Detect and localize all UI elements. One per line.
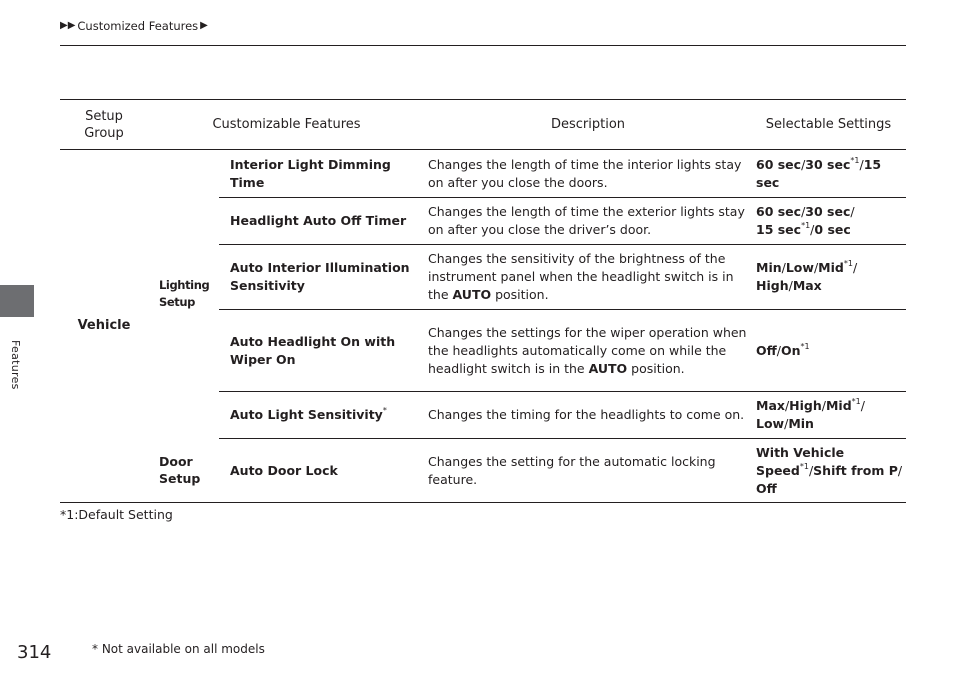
header-setup-group: Setup Group <box>84 108 124 141</box>
selectable-settings: Max/High/Mid$^{*1}$/ Low/Min <box>751 392 906 439</box>
feature-name: Auto Headlight On with Wiper On <box>219 310 425 392</box>
feature-description: Changes the settings for the wiper operation when the headlights automatically come on while the headlight switch is in the AUTO position. <box>425 310 751 392</box>
footer-note: * Not available on all models <box>92 642 265 656</box>
subgroup-lighting: Lighting Setup <box>159 278 210 310</box>
feature-description: Changes the length of time the exterior lights stay on after you close the driver’s door. <box>425 198 751 245</box>
section-label: Features <box>9 340 22 390</box>
header-settings: Selectable Settings <box>765 117 892 132</box>
feature-description: Changes the sensitivity of the brightness of the instrument panel when the headlight switch is in the AUTO position. <box>425 245 751 310</box>
selectable-settings: Off/On$^{*1}$ <box>751 310 906 392</box>
feature-description: Changes the setting for the automatic locking feature. <box>425 439 751 503</box>
breadcrumb <box>60 19 208 33</box>
table-row <box>60 439 906 503</box>
group-vehicle: Vehicle <box>60 150 148 503</box>
feature-name: Auto Light Sensitivity* <box>219 392 425 439</box>
feature-name: Interior Light Dimming Time <box>219 150 425 198</box>
header-features: Customizable Features <box>212 117 361 132</box>
selectable-settings: 60 sec/30 sec/ 15 $\sec^{*1}/0$ sec <box>751 198 906 245</box>
page-number: 314 <box>17 642 52 663</box>
table-header-row <box>60 100 906 150</box>
header-rule <box>60 45 906 46</box>
triangle-right-icon: ▶▶ <box>60 20 76 31</box>
default-setting-footnote: *1:Default Setting <box>60 507 173 522</box>
feature-name: Auto Interior Illumination Sensitivity <box>219 245 425 310</box>
feature-name: Headlight Auto Off Timer <box>219 198 425 245</box>
feature-description: Changes the timing for the headlights to come on. <box>425 392 751 439</box>
selectable-settings: 60 sec/30 $\sec^{*1}/15$ sec <box>751 150 906 198</box>
triangle-right-icon: ▶ <box>200 20 208 31</box>
header-description: Description <box>550 117 626 132</box>
selectable-settings: Min/Low/Mid$^{*1}$/ High/Max <box>751 245 906 310</box>
subgroup-door: Door Setup <box>148 439 219 503</box>
feature-name: Auto Door Lock <box>219 439 425 503</box>
table-row <box>60 150 906 198</box>
breadcrumb-link[interactable]: Customized Features <box>77 19 199 33</box>
section-tab-marker <box>0 285 34 317</box>
feature-description: Changes the length of time the interior lights stay on after you close the doors. <box>425 150 751 198</box>
selectable-settings: With Vehicle Speed$^{*1}$/Shift from P/ Off <box>751 439 906 503</box>
customized-features-table <box>60 99 906 503</box>
